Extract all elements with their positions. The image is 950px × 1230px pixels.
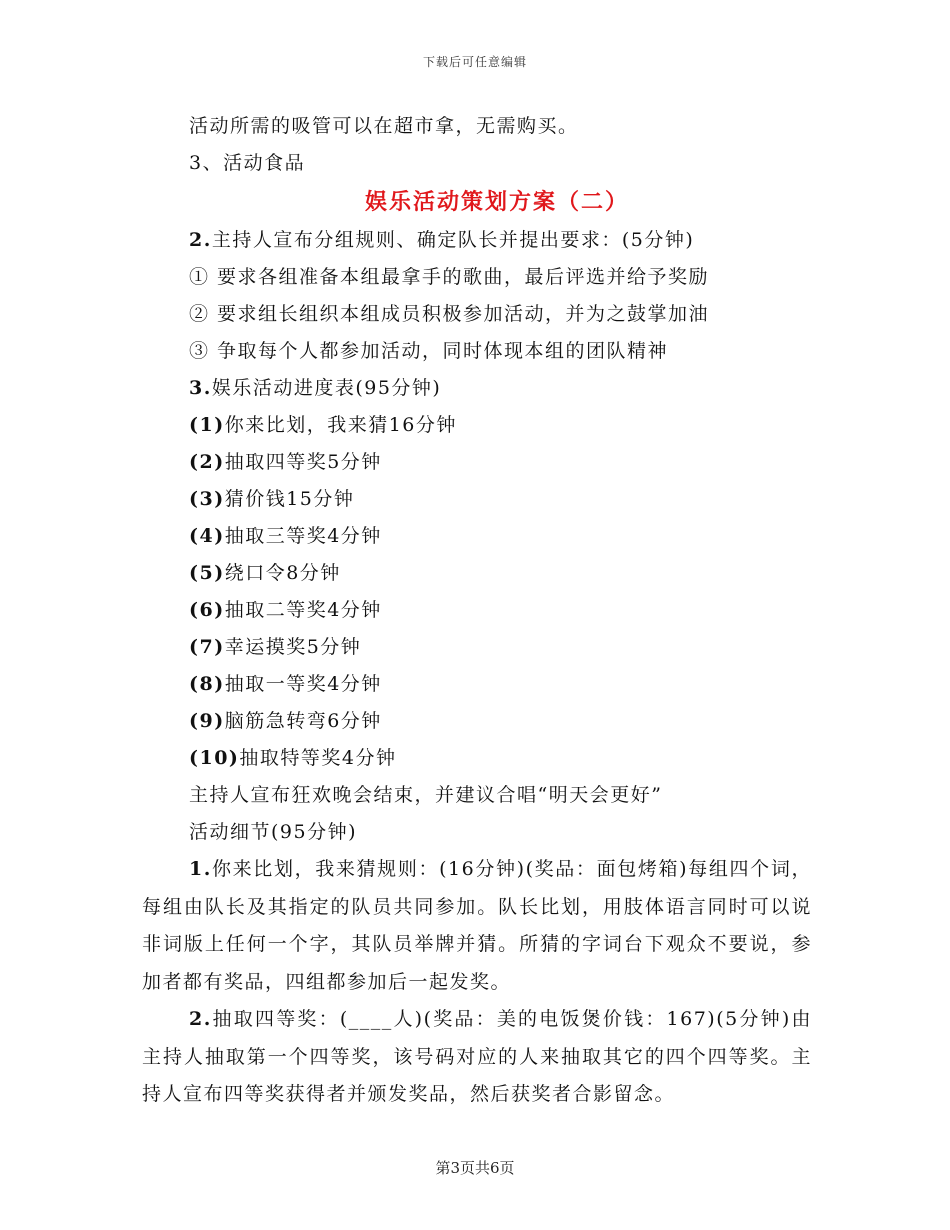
schedule-item-number: (1) xyxy=(189,414,225,436)
details-paragraph-text: 抽取四等奖：(____人)(奖品：美的电饭煲价钱：167)(5分钟)由主持人抽取第一个四等奖，该号码对应的人来抽取其它的四个四等奖。主持人宣布四等奖获得者并颁发奖品，然后获奖者合影留念。 xyxy=(142,1008,812,1105)
schedule-item-text: 绕口令8分钟 xyxy=(224,562,341,584)
schedule-heading-number: 3. xyxy=(189,377,212,399)
rules-heading xyxy=(142,222,812,259)
page-number: 第3页共6页 xyxy=(435,1159,515,1177)
schedule-item-number: (9) xyxy=(189,710,225,732)
details-paragraph-number: 1. xyxy=(189,858,212,880)
schedule-item xyxy=(142,666,812,703)
schedule-item-number: (4) xyxy=(189,525,225,547)
schedule-heading xyxy=(142,370,812,407)
schedule-item-text: 抽取三等奖4分钟 xyxy=(224,525,382,547)
schedule-item-text: 幸运摸奖5分钟 xyxy=(224,636,362,658)
schedule-item-number: (7) xyxy=(189,636,225,658)
intro-line-food: 3、活动食品 xyxy=(189,152,306,174)
rule-item: ② 要求组长组织本组成员积极参加活动，并为之鼓掌加油 xyxy=(189,303,710,325)
page-header-note: 下载后可任意编辑 xyxy=(422,55,527,69)
intro-line-straws: 活动所需的吸管可以在超市拿，无需购买。 xyxy=(189,115,579,137)
schedule-heading-text: 娱乐活动进度表(95分钟) xyxy=(211,377,442,399)
details-paragraph-number: 2. xyxy=(189,1008,212,1030)
document-title: 娱乐活动策划方案（二） xyxy=(364,189,629,215)
schedule-item-number: (10) xyxy=(189,747,240,769)
schedule-item xyxy=(142,703,812,740)
schedule-item xyxy=(142,518,812,555)
schedule-item-text: 抽取二等奖4分钟 xyxy=(224,599,382,621)
schedule-item-text: 脑筋急转弯6分钟 xyxy=(224,710,382,732)
schedule-item-number: (5) xyxy=(189,562,225,584)
schedule-item xyxy=(142,444,812,481)
details-paragraph-text: 你来比划，我来猜规则：(16分钟)(奖品：面包烤箱)每组四个词，每组由队长及其指定的队员共同参加。队长比划，用肢体语言同时可以说非词版上任何一个字，其队员举牌并猜。所猜的字词台下观众不要说，参加者都有奖品，四组都参加后一起发奖。 xyxy=(142,858,812,993)
rules-heading-text: 主持人宣布分组规则、确定队长并提出要求：(5分钟) xyxy=(211,229,695,251)
schedule-item xyxy=(142,740,812,777)
rules-heading-number: 2. xyxy=(189,229,212,251)
schedule-item xyxy=(142,592,812,629)
schedule-item xyxy=(142,481,812,518)
schedule-item xyxy=(142,407,812,444)
schedule-item xyxy=(142,629,812,666)
schedule-item-number: (8) xyxy=(189,673,225,695)
document-body xyxy=(142,108,812,1114)
schedule-item-text: 抽取特等奖4分钟 xyxy=(239,747,397,769)
details-paragraph-fourth-prize xyxy=(142,1001,812,1114)
schedule-item-text: 你来比划，我来猜16分钟 xyxy=(224,414,457,436)
rule-item: ③ 争取每个人都参加活动，同时体现本组的团队精神 xyxy=(189,340,669,362)
details-heading: 活动细节(95分钟) xyxy=(189,821,358,843)
details-paragraph-guess xyxy=(142,851,812,1001)
schedule-item-number: (2) xyxy=(189,451,225,473)
schedule-item-text: 抽取一等奖4分钟 xyxy=(224,673,382,695)
schedule-item xyxy=(142,555,812,592)
schedule-item-number: (3) xyxy=(189,488,225,510)
schedule-item-number: (6) xyxy=(189,599,225,621)
schedule-item-text: 抽取四等奖5分钟 xyxy=(224,451,382,473)
schedule-closing: 主持人宣布狂欢晚会结束，并建议合唱“明天会更好” xyxy=(189,784,663,806)
rule-item: ① 要求各组准备本组最拿手的歌曲，最后评选并给予奖励 xyxy=(189,266,710,288)
schedule-item-text: 猜价钱15分钟 xyxy=(224,488,355,510)
